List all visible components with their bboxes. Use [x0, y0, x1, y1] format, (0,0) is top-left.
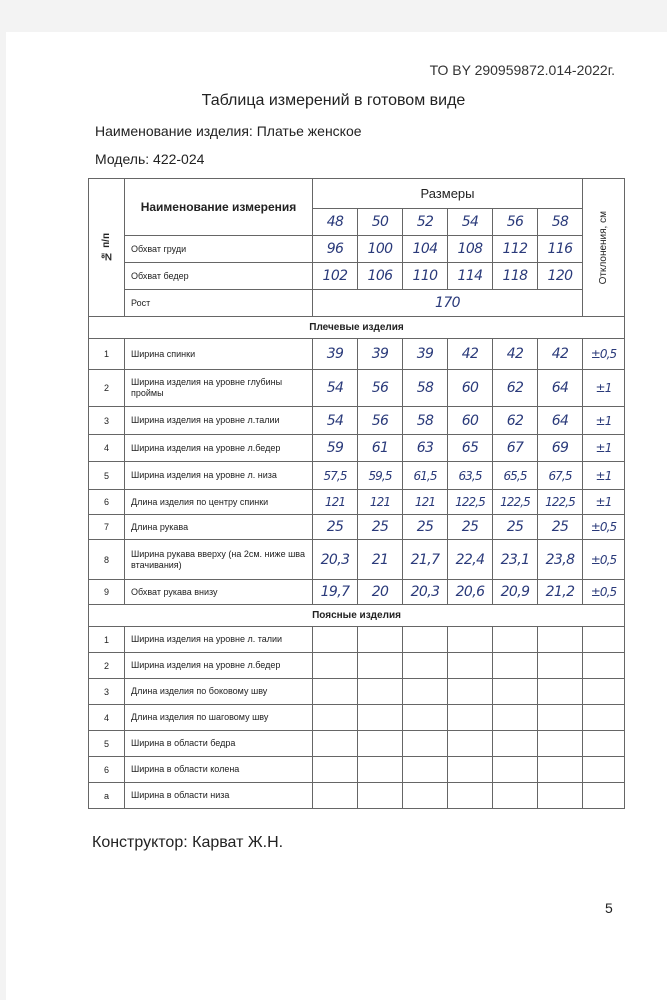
value-cell: 20,3	[403, 580, 448, 605]
value-cell: 21,7	[403, 540, 448, 580]
empty-cell	[538, 679, 583, 705]
value-cell: 108	[448, 236, 493, 263]
value-cell: 20,9	[493, 580, 538, 605]
empty-cell	[538, 783, 583, 809]
table-row	[89, 407, 625, 435]
deviation-cell: ±0,5	[583, 540, 625, 580]
value-cell: 22,4	[448, 540, 493, 580]
table-row	[89, 731, 625, 757]
empty-cell	[538, 653, 583, 679]
value-cell: 39	[358, 339, 403, 370]
value-cell: 62	[493, 407, 538, 435]
empty-cell	[448, 679, 493, 705]
empty-cell	[358, 679, 403, 705]
empty-cell	[493, 783, 538, 809]
value-cell: 19,7	[313, 580, 358, 605]
value-cell: 25	[448, 515, 493, 540]
measure-name: Ширина спинки	[125, 339, 313, 370]
empty-cell	[493, 757, 538, 783]
empty-cell	[448, 757, 493, 783]
empty-cell	[313, 679, 358, 705]
measure-name: Обхват бедер	[125, 263, 313, 290]
row-number: 3	[89, 679, 125, 705]
row-number: 6	[89, 757, 125, 783]
empty-cell	[493, 653, 538, 679]
empty-cell	[583, 705, 625, 731]
header-dev-cell	[583, 179, 625, 317]
empty-cell	[448, 705, 493, 731]
empty-cell	[493, 627, 538, 653]
value-cell: 21	[358, 540, 403, 580]
value-cell: 122,5	[448, 490, 493, 515]
value-cell: 59,5	[358, 462, 403, 490]
product-name: Наименование изделия: Платье женское	[95, 123, 362, 139]
row-number: 1	[89, 339, 125, 370]
measure-name: Ширина изделия на уровне л.бедер	[125, 653, 313, 679]
value-cell: 61,5	[403, 462, 448, 490]
measure-name: Ширина изделия на уровне глубины проймы	[125, 370, 313, 407]
measure-name: Ширина изделия на уровне л.талии	[125, 407, 313, 435]
value-cell: 106	[358, 263, 403, 290]
section-waist: Поясные изделия	[89, 605, 625, 627]
measure-name: Рост	[125, 290, 313, 317]
row-number: 3	[89, 407, 125, 435]
deviation-cell: ±1	[583, 490, 625, 515]
body-row	[89, 263, 625, 290]
deviation-cell: ±0,5	[583, 580, 625, 605]
measure-name: Обхват рукава внизу	[125, 580, 313, 605]
measure-name: Длина рукава	[125, 515, 313, 540]
empty-cell	[448, 731, 493, 757]
value-cell: 112	[493, 236, 538, 263]
empty-cell	[313, 757, 358, 783]
row-number: 2	[89, 370, 125, 407]
measure-name: Ширина изделия на уровне л. низа	[125, 462, 313, 490]
empty-cell	[403, 783, 448, 809]
value-cell: 25	[313, 515, 358, 540]
value-cell: 60	[448, 370, 493, 407]
model-number: Модель: 422-024	[95, 151, 205, 167]
value-cell: 20,3	[313, 540, 358, 580]
table-row	[89, 435, 625, 462]
empty-cell	[313, 627, 358, 653]
value-cell: 58	[403, 370, 448, 407]
body-row	[89, 236, 625, 263]
row-number: 4	[89, 435, 125, 462]
empty-cell	[403, 653, 448, 679]
value-cell: 23,1	[493, 540, 538, 580]
value-cell: 54	[313, 407, 358, 435]
empty-cell	[493, 705, 538, 731]
empty-cell	[358, 731, 403, 757]
value-cell: 67,5	[538, 462, 583, 490]
table-row	[89, 515, 625, 540]
value-cell: 60	[448, 407, 493, 435]
empty-cell	[313, 653, 358, 679]
measure-name: Ширина в области низа	[125, 783, 313, 809]
row-number: 6	[89, 490, 125, 515]
column-header-deviation: Отклонения, см	[598, 210, 609, 285]
empty-cell	[313, 783, 358, 809]
page-title: Таблица измерений в готовом виде	[201, 92, 466, 109]
row-number: а	[89, 783, 125, 809]
value-cell: 67	[493, 435, 538, 462]
row-number: 5	[89, 731, 125, 757]
value-cell: 42	[493, 339, 538, 370]
row-number: 7	[89, 515, 125, 540]
empty-cell	[358, 627, 403, 653]
value-cell: 42	[538, 339, 583, 370]
empty-cell	[583, 627, 625, 653]
empty-cell	[448, 653, 493, 679]
header-num-cell	[89, 179, 125, 317]
value-cell: 110	[403, 263, 448, 290]
value-cell: 121	[403, 490, 448, 515]
empty-cell	[583, 731, 625, 757]
value-cell: 56	[358, 370, 403, 407]
size-cell: 54	[448, 209, 493, 236]
empty-cell	[403, 731, 448, 757]
row-number: 9	[89, 580, 125, 605]
deviation-cell: ±0,5	[583, 339, 625, 370]
value-cell: 25	[358, 515, 403, 540]
value-cell: 120	[538, 263, 583, 290]
measure-name: Ширина в области бедра	[125, 731, 313, 757]
value-cell: 56	[358, 407, 403, 435]
row-number: 8	[89, 540, 125, 580]
empty-cell	[403, 679, 448, 705]
measure-name: Ширина рукава вверху (на 2см. ниже шва втачивания)	[125, 540, 313, 580]
value-cell: 62	[493, 370, 538, 407]
value-cell: 116	[538, 236, 583, 263]
document-number: ТО BY 290959872.014-2022г.	[429, 62, 615, 78]
column-header-num: № п/п	[101, 233, 112, 262]
empty-cell	[358, 705, 403, 731]
empty-cell	[358, 653, 403, 679]
value-cell: 61	[358, 435, 403, 462]
empty-cell	[403, 757, 448, 783]
value-cell: 118	[493, 263, 538, 290]
constructor-signature: Конструктор: Карват Ж.Н.	[92, 834, 284, 851]
table-row	[89, 653, 625, 679]
value-cell: 63	[403, 435, 448, 462]
value-cell: 59	[313, 435, 358, 462]
section-shoulder: Плечевые изделия	[89, 317, 625, 339]
empty-cell	[403, 705, 448, 731]
empty-cell	[448, 783, 493, 809]
size-cell: 58	[538, 209, 583, 236]
column-header-sizes: Размеры	[313, 179, 583, 209]
table-row	[89, 783, 625, 809]
measure-name: Длина изделия по шаговому шву	[125, 705, 313, 731]
empty-cell	[358, 783, 403, 809]
empty-cell	[538, 731, 583, 757]
value-cell: 25	[538, 515, 583, 540]
measure-name: Обхват груди	[125, 236, 313, 263]
measure-name: Ширина изделия на уровне л. талии	[125, 627, 313, 653]
value-cell: 64	[538, 370, 583, 407]
empty-cell	[538, 705, 583, 731]
value-cell: 20	[358, 580, 403, 605]
size-cell: 50	[358, 209, 403, 236]
value-cell: 57,5	[313, 462, 358, 490]
empty-cell	[313, 731, 358, 757]
size-cell: 48	[313, 209, 358, 236]
deviation-cell: ±1	[583, 435, 625, 462]
row-number: 4	[89, 705, 125, 731]
row-number: 5	[89, 462, 125, 490]
deviation-cell: ±1	[583, 370, 625, 407]
measure-name: Ширина изделия на уровне л.бедер	[125, 435, 313, 462]
value-cell: 63,5	[448, 462, 493, 490]
table-row	[89, 580, 625, 605]
empty-cell	[493, 731, 538, 757]
row-number: 1	[89, 627, 125, 653]
table-row	[89, 490, 625, 515]
value-cell: 69	[538, 435, 583, 462]
empty-cell	[538, 757, 583, 783]
value-cell: 121	[358, 490, 403, 515]
table-row	[89, 757, 625, 783]
table-row	[89, 339, 625, 370]
size-cell: 52	[403, 209, 448, 236]
value-cell: 122,5	[493, 490, 538, 515]
table-row	[89, 627, 625, 653]
table-row	[89, 462, 625, 490]
empty-cell	[403, 627, 448, 653]
table-row	[89, 679, 625, 705]
empty-cell	[448, 627, 493, 653]
measure-name: Ширина в области колена	[125, 757, 313, 783]
value-cell: 65	[448, 435, 493, 462]
value-cell: 65,5	[493, 462, 538, 490]
value-cell: 96	[313, 236, 358, 263]
deviation-cell: ±1	[583, 407, 625, 435]
measure-name: Длина изделия по боковому шву	[125, 679, 313, 705]
value-cell: 23,8	[538, 540, 583, 580]
body-row	[89, 290, 625, 317]
value-cell: 58	[403, 407, 448, 435]
table-row	[89, 705, 625, 731]
empty-cell	[313, 705, 358, 731]
value-cell: 39	[403, 339, 448, 370]
value-cell: 21,2	[538, 580, 583, 605]
height-value: 170	[313, 290, 583, 317]
value-cell: 104	[403, 236, 448, 263]
measure-name: Длина изделия по центру спинки	[125, 490, 313, 515]
value-cell: 122,5	[538, 490, 583, 515]
empty-cell	[358, 757, 403, 783]
value-cell: 25	[403, 515, 448, 540]
empty-cell	[493, 679, 538, 705]
value-cell: 64	[538, 407, 583, 435]
table-row	[89, 370, 625, 407]
value-cell: 42	[448, 339, 493, 370]
empty-cell	[583, 757, 625, 783]
measurement-table	[88, 178, 625, 809]
empty-cell	[538, 627, 583, 653]
deviation-cell: ±0,5	[583, 515, 625, 540]
value-cell: 102	[313, 263, 358, 290]
deviation-cell: ±1	[583, 462, 625, 490]
size-cell: 56	[493, 209, 538, 236]
value-cell: 114	[448, 263, 493, 290]
value-cell: 100	[358, 236, 403, 263]
empty-cell	[583, 653, 625, 679]
value-cell: 39	[313, 339, 358, 370]
table-row	[89, 540, 625, 580]
row-number: 2	[89, 653, 125, 679]
empty-cell	[583, 783, 625, 809]
empty-cell	[583, 679, 625, 705]
value-cell: 20,6	[448, 580, 493, 605]
page-number: 5	[605, 900, 613, 916]
column-header-name: Наименование измерения	[125, 179, 313, 236]
value-cell: 121	[313, 490, 358, 515]
value-cell: 25	[493, 515, 538, 540]
value-cell: 54	[313, 370, 358, 407]
